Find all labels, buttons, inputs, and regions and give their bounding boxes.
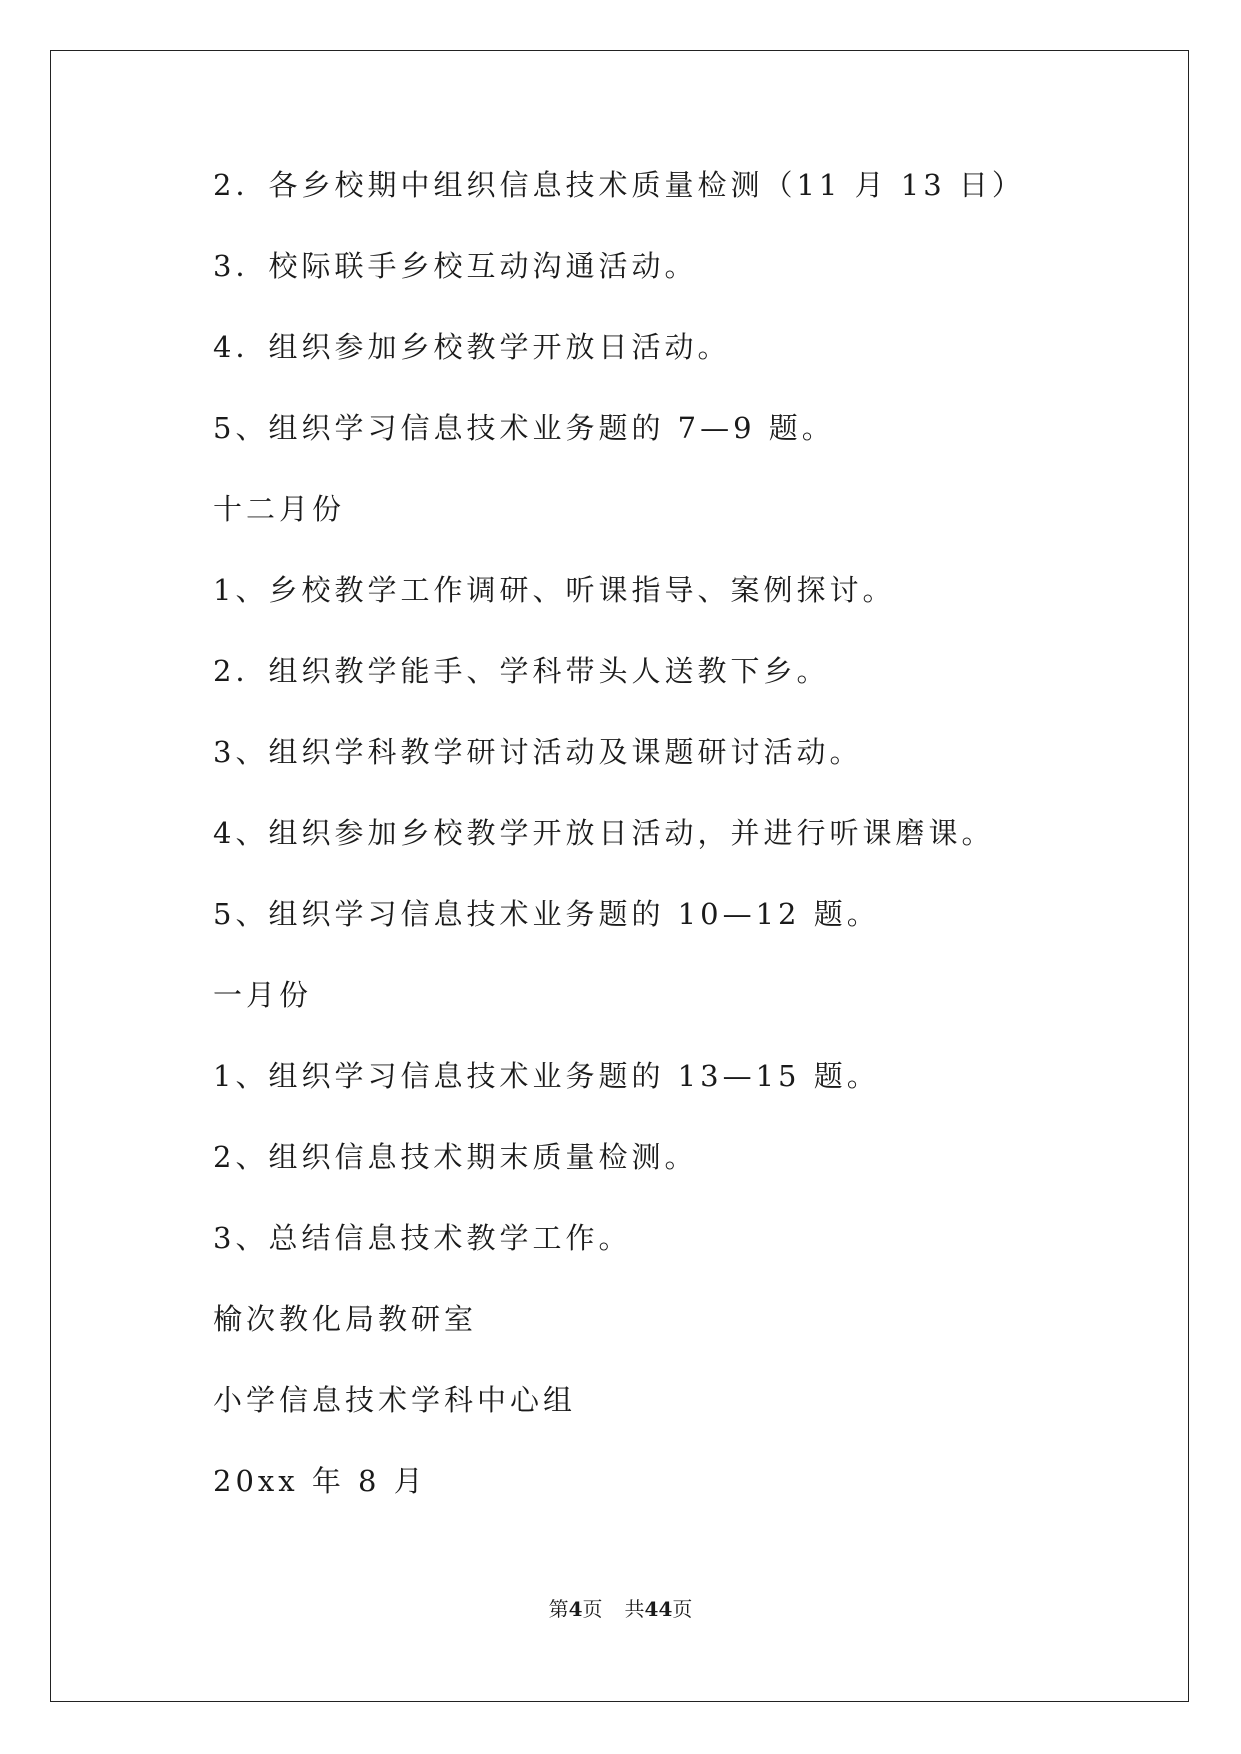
footer-prefix: 第 bbox=[548, 1597, 569, 1621]
current-page-number: 4 bbox=[568, 1597, 583, 1621]
footer-page-suffix: 页 bbox=[582, 1597, 603, 1621]
total-page-count: 44 bbox=[644, 1597, 673, 1621]
text-line: 4、组织参加乡校教学开放日活动，并进行听课磨课。 bbox=[213, 816, 995, 850]
footer-total-prefix: 共 bbox=[624, 1597, 645, 1621]
text-line: 3、总结信息技术教学工作。 bbox=[213, 1221, 632, 1255]
text-line: 3．校际联手乡校互动沟通活动。 bbox=[213, 249, 698, 283]
text-line: 4．组织参加乡校教学开放日活动。 bbox=[213, 330, 731, 364]
signature-organization: 榆次教化局教研室 bbox=[213, 1302, 478, 1336]
text-line: 5、组织学习信息技术业务题的 10—12 题。 bbox=[213, 897, 880, 931]
text-line: 2．组织教学能手、学科带头人送教下乡。 bbox=[213, 654, 830, 688]
text-line: 2．各乡校期中组织信息技术质量检测（11 月 13 日） bbox=[213, 168, 1025, 202]
page-footer bbox=[0, 1596, 1241, 1622]
text-line: 1、组织学习信息技术业务题的 13—15 题。 bbox=[213, 1059, 880, 1093]
section-heading: 一月份 bbox=[213, 978, 313, 1012]
footer-total-suffix: 页 bbox=[672, 1597, 693, 1621]
text-line: 2、组织信息技术期末质量检测。 bbox=[213, 1140, 698, 1174]
signature-group: 小学信息技术学科中心组 bbox=[213, 1383, 577, 1417]
signature-date: 20xx 年 8 月 bbox=[213, 1464, 427, 1498]
section-heading: 十二月份 bbox=[213, 492, 346, 526]
text-line: 3、组织学科教学研讨活动及课题研讨活动。 bbox=[213, 735, 863, 769]
text-line: 1、乡校教学工作调研、听课指导、案例探讨。 bbox=[213, 573, 896, 607]
text-line: 5、组织学习信息技术业务题的 7—9 题。 bbox=[213, 411, 835, 445]
document-body bbox=[213, 165, 1173, 1542]
